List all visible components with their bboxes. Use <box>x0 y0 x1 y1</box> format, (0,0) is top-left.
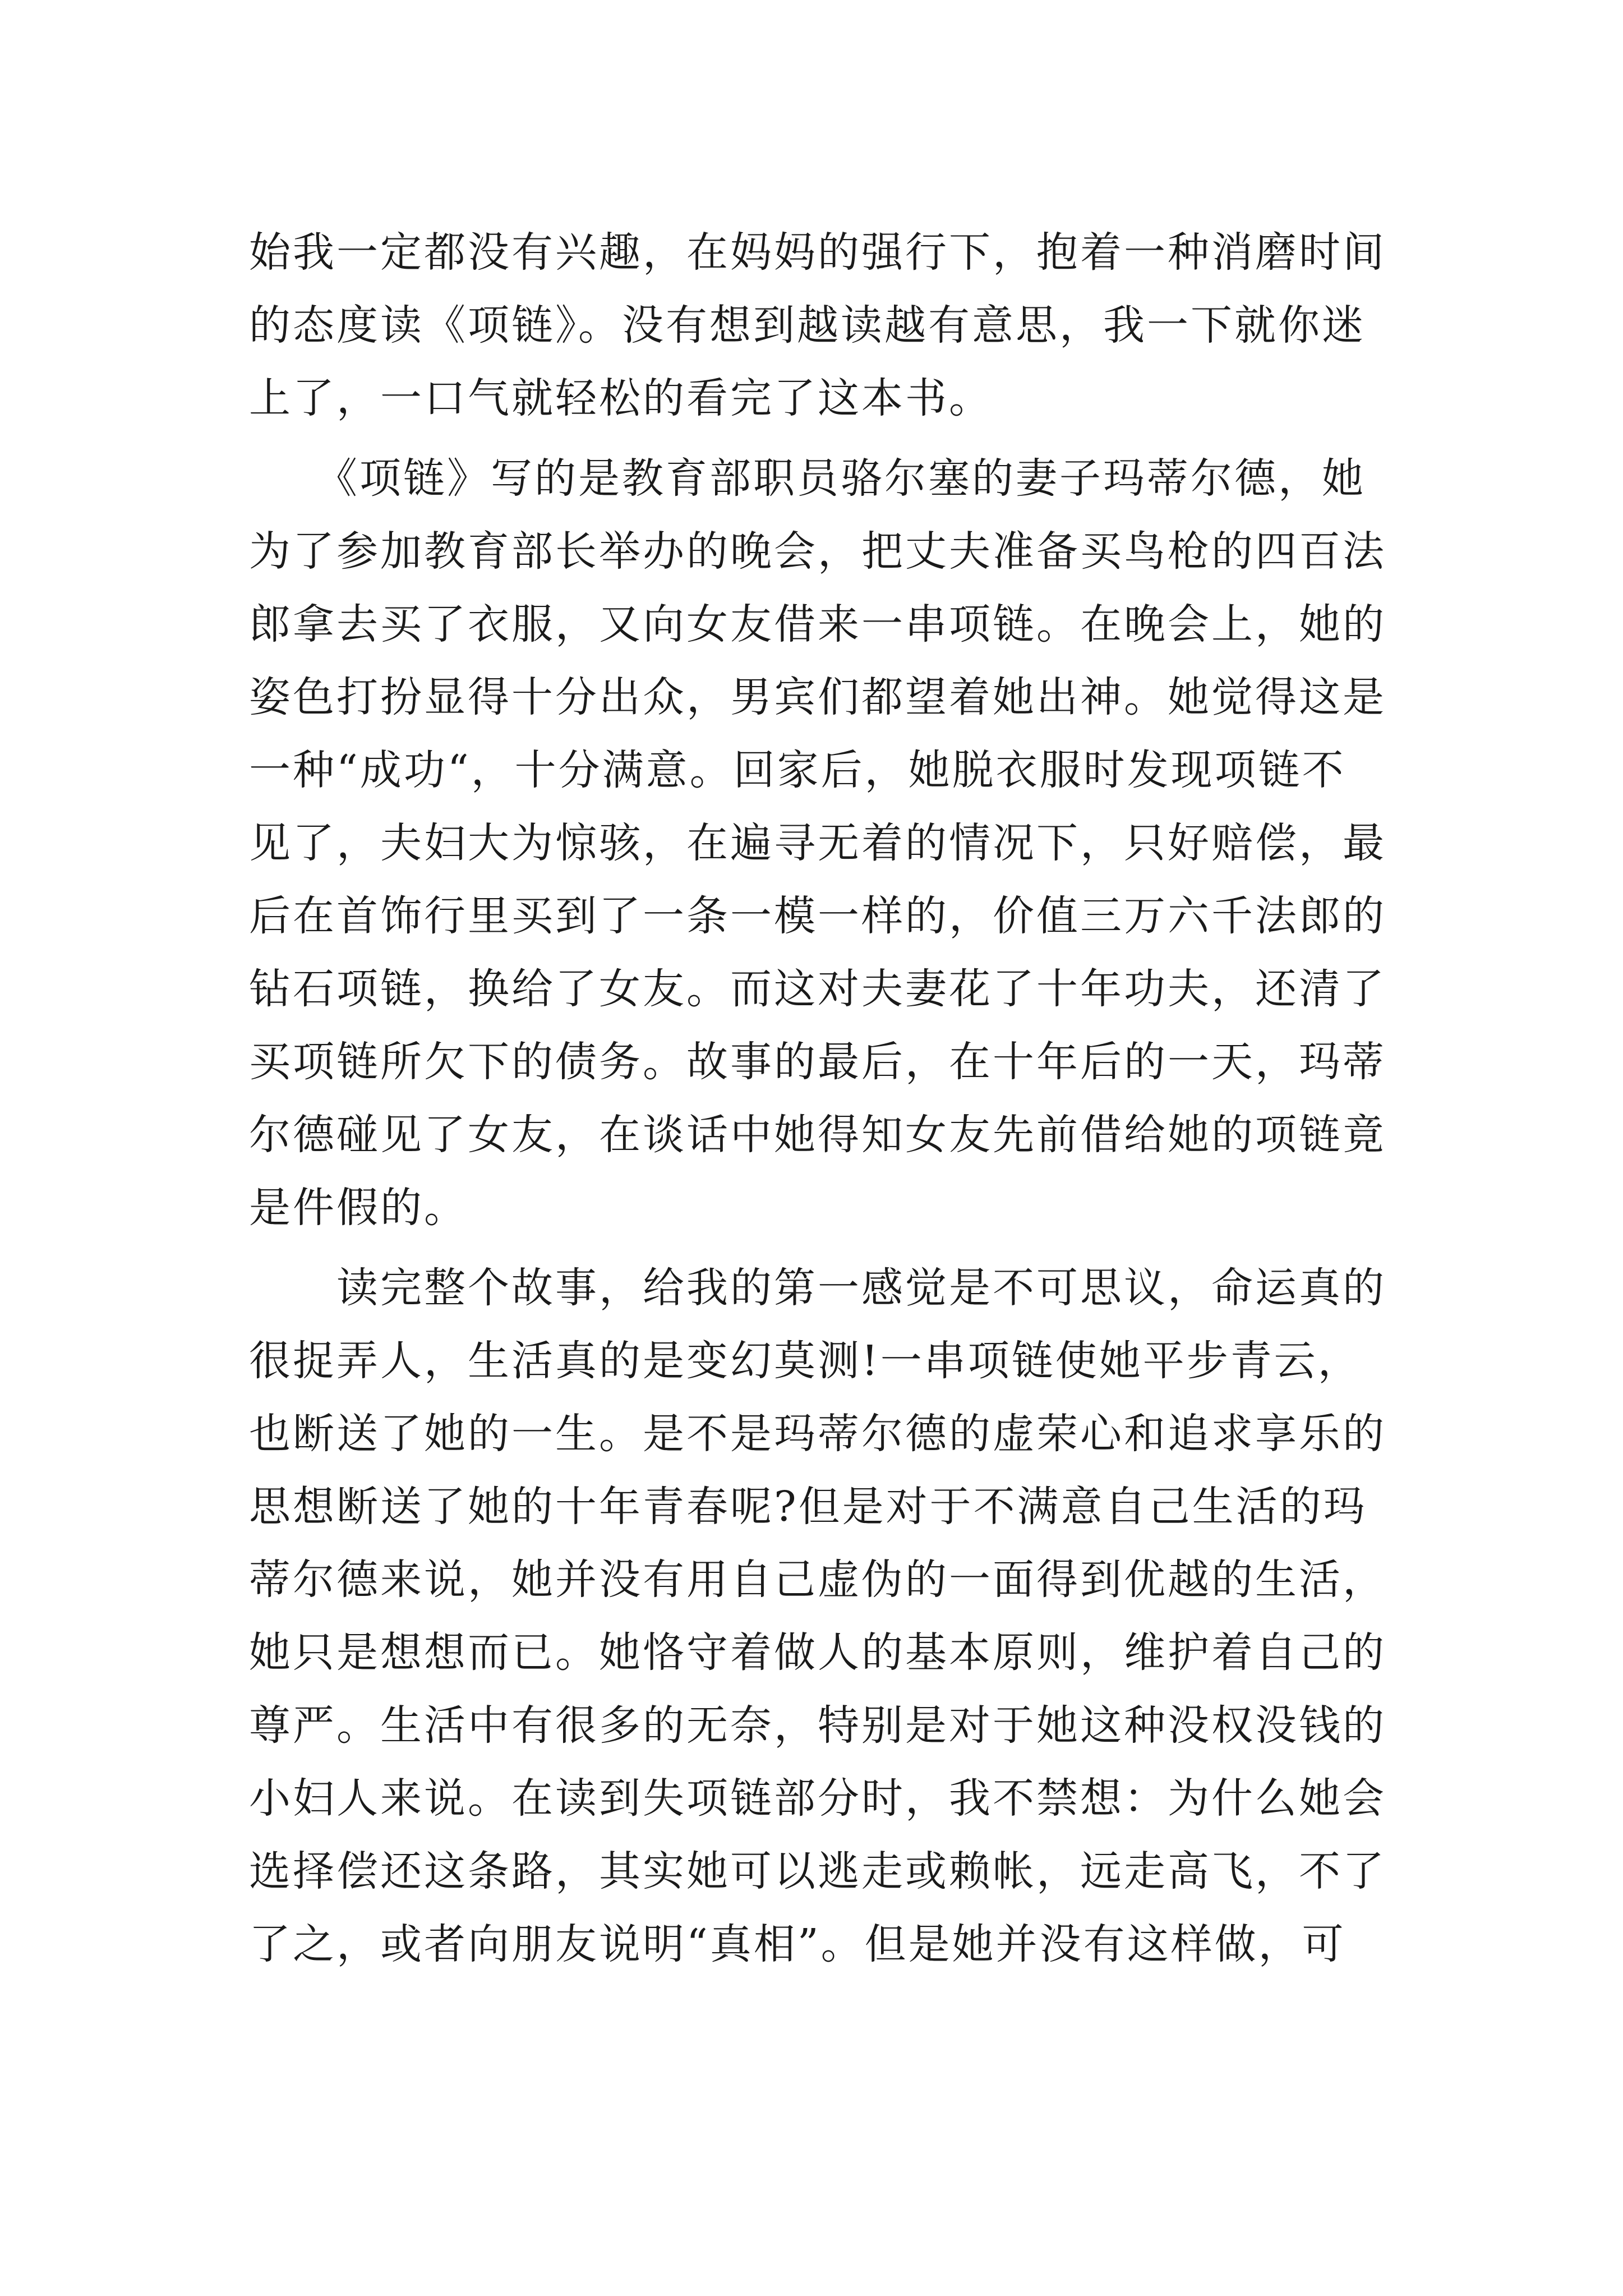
text-line: 一种“成功“，十分满意。回家后，她脱衣服时发现项链不 <box>249 746 1346 794</box>
text-line: 选择偿还这条路，其实她可以逃走或赖帐，远走高飞，不了 <box>249 1847 1386 1895</box>
text-line: 后在首饰行里买到了一条一模一样的，价值三万六千法郎的 <box>249 892 1386 940</box>
paragraph-1 <box>249 216 1386 435</box>
text-line: 郎拿去买了衣服，又向女友借来一串项链。在晚会上，她的 <box>249 600 1386 648</box>
paragraph-gap <box>249 435 1376 442</box>
text-line: 是件假的。 <box>249 1184 468 1232</box>
text-line: 尔德碰见了女友，在谈话中她得知女友先前借给她的项链竟 <box>249 1111 1386 1159</box>
text-line: 小妇人来说。在读到失项链部分时，我不禁想：为什么她会 <box>249 1774 1386 1823</box>
paragraph-gap <box>249 1244 1376 1251</box>
text-line: 思想断送了她的十年青春呢?但是对于不满意自己生活的玛 <box>249 1483 1367 1531</box>
document-body <box>249 216 1386 1981</box>
text-line: 读完整个故事，给我的第一感觉是不可思议，命运真的 <box>249 1264 1386 1312</box>
paragraph-3 <box>249 1251 1386 1981</box>
text-line: 很捉弄人，生活真的是变幻莫测!一串项链使她平步青云， <box>249 1337 1362 1385</box>
text-line: 也断送了她的一生。是不是玛蒂尔德的虚荣心和追求享乐的 <box>249 1410 1386 1458</box>
text-line: 见了，夫妇大为惊骇，在遍寻无着的情况下，只好赔偿，最 <box>249 819 1386 867</box>
text-line: 买项链所欠下的债务。故事的最后，在十年后的一天，玛蒂 <box>249 1038 1386 1086</box>
text-line: 蒂尔德来说，她并没有用自己虚伪的一面得到优越的生活， <box>249 1556 1386 1604</box>
text-line: 她只是想想而已。她恪守着做人的基本原则，维护着自己的 <box>249 1628 1386 1677</box>
text-line: 的态度读《项链》。没有想到越读越有意思，我一下就你迷 <box>249 301 1366 349</box>
text-line: 上了，一口气就轻松的看完了这本书。 <box>249 374 993 422</box>
text-line: 尊严。生活中有很多的无奈，特别是对于她这种没权没钱的 <box>249 1701 1386 1750</box>
text-line: 为了参加教育部长举办的晚会，把丈夫准备买鸟枪的四百法 <box>249 527 1386 576</box>
text-line: 《项链》写的是教育部职员骆尔塞的妻子玛蒂尔德，她 <box>249 454 1366 503</box>
paragraph-2 <box>249 442 1386 1244</box>
text-line: 了之，或者向朋友说明“真相”。但是她并没有这样做，可 <box>249 1920 1346 1968</box>
text-line: 姿色打扮显得十分出众，男宾们都望着她出神。她觉得这是 <box>249 673 1386 721</box>
text-line: 始我一定都没有兴趣，在妈妈的强行下，抱着一种消磨时间 <box>249 228 1386 277</box>
text-line: 钻石项链，换给了女友。而这对夫妻花了十年功夫，还清了 <box>249 965 1386 1013</box>
